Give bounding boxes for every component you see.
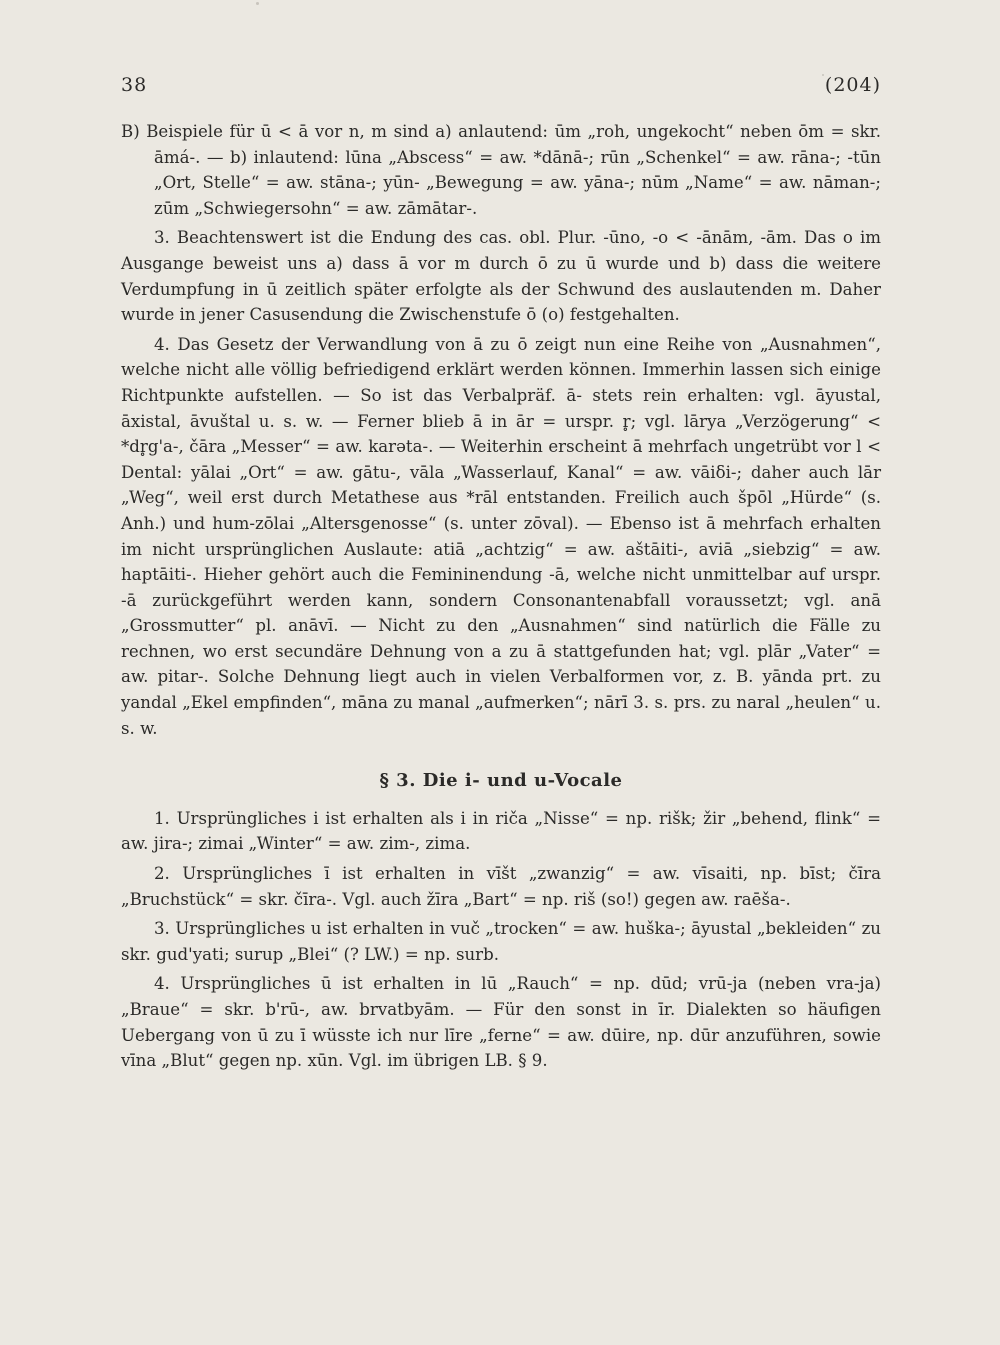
paragraph-examples-b: B) Beispiele für ū < ā vor n, m sind a) anlautend: ūm „roh, ungekocht“ neben ōm = skr. āmá-. — b) inlautend: lūna „Abscess“ = aw. *dānā-; rūn „Schenkel“ = aw. rāna-; -tūn „Ort, Stelle“ = aw. stāna-; yūn- „Bewegung = aw. yāna-; nūm „Name“ = aw. nāman-; zūm „Schwiegersohn“ = aw. zāmātar-. — [121, 122, 881, 218]
section-paragraph-4: 4. Ursprüngliches ū ist erhalten in lū „Rauch“ = np. dūd; vrū-ja (neben vra-ja) „Braue“ = skr. b'rū-, aw. brvatbyām. — Für den sonst in īr. Dialekten so häufigen Uebergang von ū zu ī wüsste ich nur līre „ferne“ = aw. dūire, np. dūr anzuführen, sowie vīna „Blut“ gegen np. xūn. Vgl. im übrigen LB. § 9. — [121, 974, 881, 1071]
page-reference: (204) — [824, 74, 881, 96]
page-body — [121, 119, 881, 1074]
paragraph-3: 3. Beachtenswert ist die Endung des cas. obl. Plur. -ūno, -o < -ānām, -ām. Das o im Ausgange beweist uns a) dass ā vor m durch ō zu ū wurde und b) dass die weitere Verdumpfung in ū zeitlich später erfolgte als der Schwund des auslautenden m. Daher wurde in jener Casusendung die Zwischenstufe ō (o) festgehalten. — [121, 228, 881, 325]
paragraph-4: 4. Das Gesetz der Verwandlung von ā zu ō zeigt nun eine Reihe von „Ausnahmen“, welche nicht alle völlig befriedigend erklärt werden können. Immerhin lassen sich einige Richtpunkte aufstellen. — So ist das Verbalpräf. ā- stets rein erhalten: vgl. āyustal, āxistal, āvuštal u. s. w. — Ferner blieb ā in ār = urspr. r̥; vgl. lārya „Verzögerung“ < *dr̥g'a-, čāra „Messer“ = aw. karəta-. — Weiterhin erscheint ā mehrfach ungetrübt vor l < Dental: yālai „Ort“ = aw. gātu-, vāla „Wasserlauf, Kanal“ = aw. vāiδi-; daher auch lār „Weg“, weil erst durch Metathese aus *rāl entstanden. Freilich auch špōl „Hürde“ (s. Anh.) und hum-zōlai „Altersgenosse“ (s. unter zōval). — Ebenso ist ā mehrfach erhalten im nicht ursprünglichen Auslaute: atiā „achtzig“ = aw. aštāiti-, aviā „siebzig“ = aw. haptāiti-. Hieher gehört auch die Femininendung -ā, welche nicht unmittelbar auf urspr. -ā zurückgeführt werden kann, sondern Consonantenabfall voraussetzt; vgl. anā „Grossmutter“ pl. anāvī. — Nicht zu den „Ausnahmen“ sind natürlich die Fälle zu rechnen, wo erst secundäre Dehnung von a zu ā stattgefunden hat; vgl. plār „Vater“ = aw. pitar-. Solche Dehnung liegt auch in vielen Verbalformen vor, z. B. yānda prt. zu yandal „Ekel empfinden“, māna zu manal „aufmerken“; nārī 3. s. prs. zu naral „heulen“ u. s. w. — [121, 334, 881, 738]
section-heading: § 3. Die i- und u-Vocale — [379, 770, 623, 792]
scan-speck — [256, 2, 259, 5]
section-paragraph-1: 1. Ursprüngliches i ist erhalten als i in riča „Nisse“ = np. rišk; žir „behend, flink“ = aw. jira-; zimai „Winter“ = aw. zim-, zima. — [121, 808, 881, 854]
page-header — [121, 74, 881, 100]
page-number: 38 — [121, 74, 148, 96]
section-paragraph-3: 3. Ursprüngliches u ist erhalten in vuč „trocken“ = aw. huška-; āyustal „bekleiden“ zu skr. gud'yati; surup „Blei“ (? LW.) = np. surb. — [121, 919, 881, 964]
section-paragraph-2: 2. Ursprüngliches ī ist erhalten in vīšt „zwanzig“ = aw. vīsaiti, np. bīst; čīra „Bruchstück“ = skr. čīra-. Vgl. auch žīra „Bart“ = np. riš (so!) gegen aw. raēša-. — [121, 864, 881, 909]
